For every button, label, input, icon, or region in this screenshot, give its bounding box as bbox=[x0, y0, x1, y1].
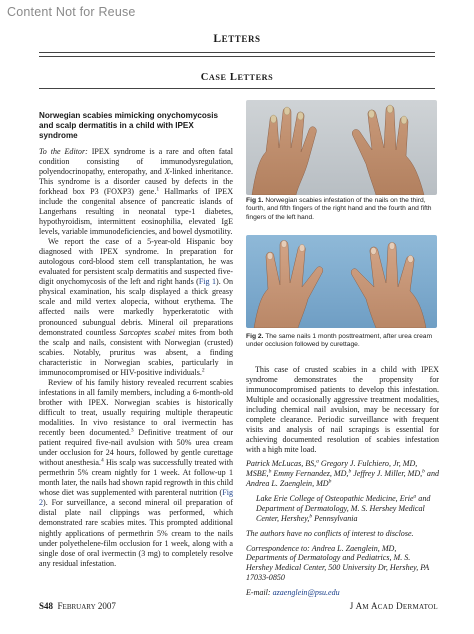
conflicts-statement: The authors have no conflicts of interest to disclose. bbox=[246, 528, 414, 538]
author-list bbox=[246, 459, 439, 488]
paragraph-history bbox=[39, 378, 233, 569]
email-line bbox=[246, 588, 439, 598]
salutation: To the Editor: bbox=[39, 146, 88, 156]
top-rule-thin bbox=[39, 56, 435, 57]
paragraph-intro bbox=[39, 147, 233, 237]
affil-sup: b bbox=[268, 468, 272, 475]
email-label: E-mail: bbox=[246, 587, 273, 597]
case-rule bbox=[39, 88, 435, 89]
letters-first: L bbox=[229, 72, 238, 83]
text-run: Review of his family history revealed recurrent scabies infestations in all family members, including a 6-month-old brother with IPEX. Norwegian scabies is historically difficult to treat, usually requiring multiple therapeutic modalities. In vivo resistance to oral ivermectin has recently been documented. bbox=[39, 377, 233, 438]
figure-link[interactable]: Fig 1 bbox=[198, 277, 217, 287]
figure-link[interactable]: Fig 2 bbox=[39, 488, 233, 508]
affiliation-text: Pennsylvania bbox=[312, 513, 358, 523]
journal-acad-first: A bbox=[370, 601, 378, 611]
text-run: mites from both the scalp and nails, consistent with Norwegian (crusted) scabies. Notably, pruritus was absent, a finding characteristic in Norwegian scabies, particularly in immunocompromised or HIV-positive individuals. bbox=[39, 327, 233, 377]
top-rule bbox=[39, 52, 435, 53]
correspondence: Correspondence to: Andrea L. Zaenglein, MD, Departments of Dermatology and Pediatrics, M. S. Hershey Medical Center, 500 University Dr, Hershey, PA 17033-0850 bbox=[246, 543, 429, 582]
article-title: Norwegian scabies mimicking onychomycosis and scalp dermatitis in a child with IPEX syndrome bbox=[39, 111, 219, 140]
figure-2-caption-text: The same nails 1 month posttreatment, after urea cream under occlusion followed by curettage. bbox=[246, 333, 433, 349]
reference-sup: 1 bbox=[156, 186, 160, 193]
author-name: Emmy Fernandez, MD, bbox=[271, 468, 349, 478]
section-letter: L bbox=[213, 33, 222, 45]
reference-sup: 2 bbox=[201, 367, 205, 374]
affil-sup: b bbox=[348, 468, 352, 475]
text-run: Hallmarks of IPEX include the congenital absence of pancreatic islands of Langerhans resulting in neonatal type-1 diabetes, hypothyroidism, intermittent eosinophilia, elevated IgE levels, variable immunodeficiencies, and bowel dysmotility. bbox=[39, 186, 234, 237]
text-run: IPEX syndrome is a rare and often fatal condition consisting of immunodysregulation, polyendocrinopathy, enteropathy, and bbox=[39, 146, 233, 176]
text-run: -linked inheritance. This syndrome is a disorder caused by defects in the forkhead box P3 (FOXP3) gene. bbox=[39, 166, 233, 196]
figure-1-caption-text: Norwegian scabies infestation of the nails on the third, fourth, and fifth fingers of the right hand and the fourth and fifth fingers of the left hand. bbox=[246, 197, 432, 221]
page-number: S48 bbox=[39, 601, 54, 611]
author-name: Gregory J. Fulchiero, Jr, MD, MSBE, bbox=[246, 459, 418, 478]
journal-m: M bbox=[362, 603, 369, 611]
text-run: We report the case of a 5-year-old Hispanic boy diagnosed with IPEX syndrome. In preparation for autologous cord-blood stem cell transplantation, he was evaluated for persistent scalp dermatitis and suspected five-digit onychomycosis of the left and right hands ( bbox=[39, 237, 233, 287]
paragraph-conclusion: This case of crusted scabies in a child with IPEX syndrome demonstrates the propensity for immunocompromised patients to develop this infestation. Multiple and occasionally aggressive treatment modalities, including chemical nail avulsion, may be necessary for complete clearance. Periodic surveillance with frequent visits and analysis of nail scrapings is essential for achieving documented resolution of scabies infestation with a high mite load. bbox=[246, 365, 439, 455]
affil-sup: b bbox=[309, 513, 313, 520]
journal-a: A bbox=[355, 601, 363, 611]
figure-2-photo bbox=[246, 235, 437, 328]
year: 2007 bbox=[97, 601, 116, 611]
right-column bbox=[246, 365, 439, 455]
footer-journal bbox=[350, 601, 438, 611]
left-column bbox=[39, 111, 233, 569]
case-first: C bbox=[200, 72, 209, 83]
reference-sup: 4 bbox=[100, 457, 104, 464]
text-run: ). For surveillance, a second mineral oil preparation of distal plate nail clippings was performed, which demonstrated rare scabies mites. This prompted additional nightly applications of permethrin 5% cream to the nails under polyethelene-film occlusion for 1 week, along with a single dose of oral ivermectin (3 mg) to completely resolve any residual infestation. bbox=[39, 498, 233, 568]
figure-2-label: Fig 2. bbox=[246, 333, 264, 340]
journal-derm-rest: ERMATOL bbox=[402, 603, 438, 611]
reference-sup: 3 bbox=[130, 427, 134, 434]
figure-1-caption bbox=[246, 197, 438, 222]
figure-1-label: Fig 1. bbox=[246, 197, 264, 204]
affil-sup: b bbox=[328, 477, 332, 484]
affil-sup: a bbox=[413, 493, 417, 500]
affiliation-text: and Department of Dermatology, M. S. Hershey Medical Center, Hershey, bbox=[256, 494, 431, 523]
affil-sup: b bbox=[422, 468, 425, 475]
affiliation-text: Lake Erie College of Osteopathic Medicine, Erie bbox=[256, 494, 414, 504]
text-run-italic: X bbox=[164, 166, 170, 176]
author-name: and Andrea L. Zaenglein, MD bbox=[246, 468, 440, 488]
email-link[interactable]: azaenglein@psu.edu bbox=[272, 587, 340, 597]
affil-sup: a bbox=[316, 458, 319, 465]
letters-rest: ETTERS bbox=[237, 73, 274, 82]
section-heading-letters bbox=[0, 33, 474, 45]
banner-text: Content Not for Reuse bbox=[7, 5, 136, 19]
affiliations bbox=[246, 494, 439, 523]
paragraph-case bbox=[39, 237, 233, 378]
species-name: Sarcoptes scabei bbox=[119, 327, 175, 337]
case-rest: ASE bbox=[208, 73, 227, 82]
journal-j: J bbox=[349, 601, 354, 611]
journal-derm-first: D bbox=[396, 601, 403, 611]
author-block bbox=[246, 459, 439, 598]
watermark-banner bbox=[0, 0, 474, 28]
author-name: Jeffrey J. Miller, MD, bbox=[351, 468, 423, 478]
footer-page-info bbox=[39, 601, 116, 611]
month-rest: EBRUARY bbox=[62, 603, 96, 611]
figure-1-photo bbox=[246, 100, 437, 195]
figure-2-caption bbox=[246, 333, 438, 350]
text-run: ). On physical examination, his scalp displayed a thick greasy scale and mild vertex alopecia, without erythema. The affected nails were markedly hyperkeratotic with pronounced subungual debris. Mineral oil preparations demonstrated countless bbox=[39, 277, 233, 337]
section-heading-case-letters bbox=[0, 72, 474, 83]
text-run: His scalp was successfully treated with permethrin 5% cream nightly for 1 week. At follow-up 1 month later, the nails had shown rapid regrowth in this child whose diet was supplemented with parenteral nutrition ( bbox=[39, 458, 233, 498]
month-first: F bbox=[57, 601, 63, 611]
section-rest: ETTERS bbox=[221, 34, 261, 44]
text-run: Definitive treatment of our patient required five-nail avulsion with 50% urea cream under occlusion for 24 hours, followed by gentle curettage without anesthesia. bbox=[39, 428, 234, 468]
author-name: Patrick McLucas, BS, bbox=[246, 459, 317, 468]
journal-acad-rest: CAD bbox=[377, 603, 394, 611]
